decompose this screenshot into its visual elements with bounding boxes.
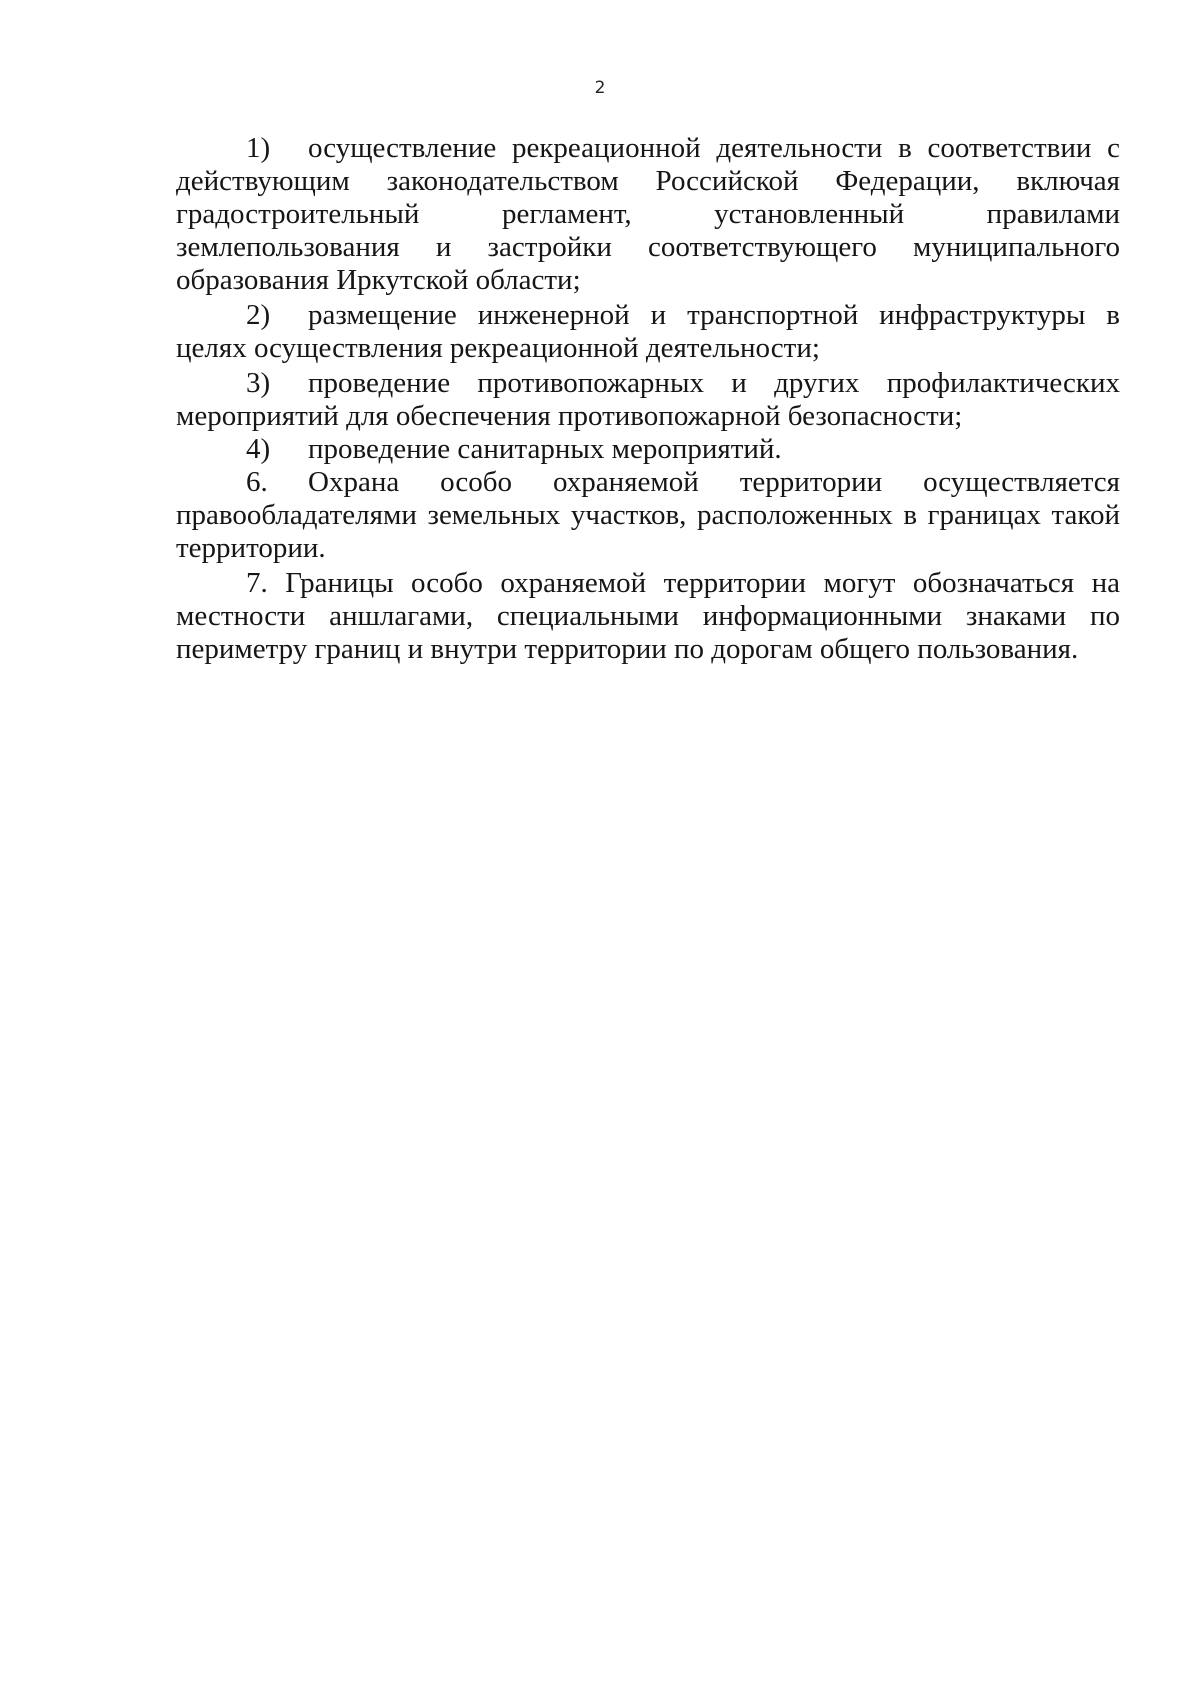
paragraph-text: Охрана особо охраняемой территории осуществляется правообладателями земельных участков, расположенных в границах такой территории.: [176, 466, 1120, 564]
list-item-3: [176, 367, 1120, 433]
paragraph-6: [176, 466, 1120, 565]
paragraph-7: [176, 567, 1120, 666]
paragraph-text: 7. Границы особо охраняемой территории могут обозначаться на местности аншлагами, специальными информационными знаками по периметру границ и внутри территории по дорогам общего пользования.: [176, 567, 1120, 665]
list-item-4: [176, 433, 1120, 466]
paragraph-number: 6.: [246, 466, 268, 498]
list-item-number: 4): [246, 433, 271, 465]
list-item-number: 1): [246, 132, 271, 164]
list-item-1: [176, 132, 1120, 297]
list-item-text: проведение противопожарных и других профилактических мероприятий для обеспечения противопожарной безопасности;: [176, 367, 1120, 432]
list-item-text: осуществление рекреационной деятельности в соответствии с действующим законодательством Российской Федерации, включая градостроительный регламент, установленный правилами землепользования и застройки соответствующего муниципального образования Иркутской области;: [176, 132, 1120, 296]
list-item-number: 2): [246, 299, 271, 331]
list-item-text: проведение санитарных мероприятий.: [308, 433, 782, 465]
page-number: 2: [594, 78, 606, 98]
list-item-2: [176, 299, 1120, 365]
list-item-number: 3): [246, 367, 271, 399]
document-body: [176, 132, 1120, 666]
list-item-text: размещение инженерной и транспортной инфраструктуры в целях осуществления рекреационной деятельности;: [176, 299, 1120, 364]
